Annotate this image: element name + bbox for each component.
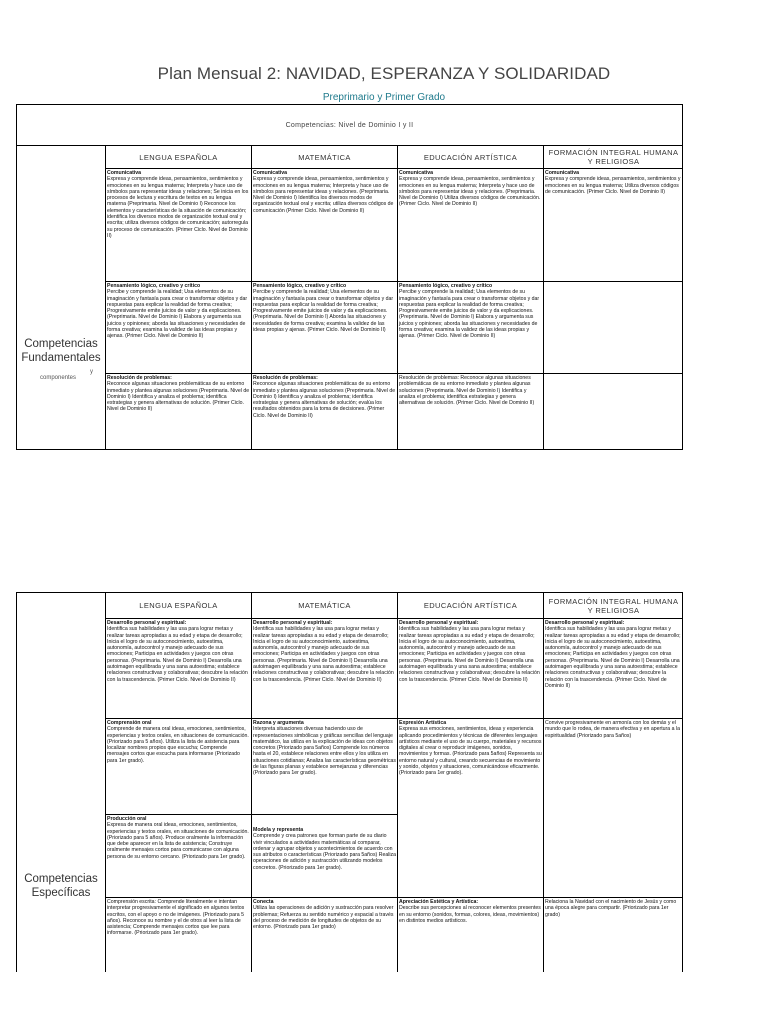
t1-r3-c2: Resolución de problemas: Reconoce algunas situaciones problemáticas de su entorno inmediato y plantea algunas soluciones (Preprimaria. Nivel de Dominio I) Identifica y analiza el problema; identifica estrategias y genera alternativas de solución; evalúa los resultados obtenidos para la toma de decisiones. (Primer Ciclo. Nivel de Dominio II): [253, 375, 396, 419]
t2-r1-c2: Desarrollo personal y espiritual: Identifica sus habilidades y las usa para lograr metas y realizar tareas apropiadas a su edad y etapa de desarrollo; Inicia el logro de su autoconocimiento, autoestima, autonomía, autocontrol y manejo adecuado de sus emociones; Participa en actividades y juegos con otras personas. (Preprimaria. Nivel de Dominio I) Desarrolla una autoimagen equilibrada y una sana autoestima; establece relaciones constructivas y colaborativas; descubre la relación con la trascendencia. (Primer Ciclo. Nivel de Dominio II): [253, 620, 394, 683]
t1-side-y: y: [90, 369, 93, 375]
t2-r3-c2: Modela y representa Comprende y crea patrones que forman parte de su diario vivir vinculados a actividades matemáticas al comparar, ordenar y agrupar objetos y acontecimientos de acuerdo con sus atributos o características (Priorizado para 5años) Realiza operaciones de adición y sustracción utilizando modelos concretos. (Priorizado para 1er grado).: [253, 827, 397, 871]
competencies-header: Competencias: Nivel de Dominio I y II: [16, 104, 683, 146]
t2-side-label: Competencias Específicas: [24, 873, 98, 899]
t2-r2-c3: Expresión Artística Expresa sus emociones, sentimientos, ideas y experiencia aplicando procedimientos y técnicas de diferentes lenguajes artísticos mediante el uso de su cuerpo, materiales y recursos digitales al crear o reproducir imágenes, sonidos, movimientos y formas. (Priorizado para 5años) Representa su entorno natural y cultural, creando secuencias de movimiento y sonido, objetos y situaciones, comunicándose eficazmente. (Priorizado para 1er grado).: [399, 720, 542, 777]
t1-r2-c4: [544, 282, 683, 373]
page-subtitle: Preprimario y Primer Grado: [322, 92, 446, 103]
t1-r3-c1: Resolución de problemas: Reconoce algunas situaciones problemáticas de su entorno inmediato y plantea algunas soluciones (Preprimaria. Nivel de Dominio I) Identifica y analiza el problema; identifica estrategias y genera alternativas de solución. (Primer Ciclo. Nivel de Dominio II): [107, 375, 250, 413]
t2-r2-c1: Comprensión oral Comprende de manera oral ideas, emociones, sentimientos, experiencias y textos orales, en situaciones de comunicación. (Priorizado para 5 años). Utiliza la lista de asistencia para localizar nombres propios que escucha; Comprende mensajes cortos que escucha para informarse (Priorizado para 1er grado).: [107, 720, 249, 764]
t1-r3-c4: [544, 374, 683, 450]
t1-r2-c1: Pensamiento lógico, creativo y crítico Percibe y comprende la realidad; Usa elementos de su imaginación y fantasía para crear o transformar objetos y dar respuestas para explicar la realidad de forma creativa; Progresivamente emite juicios de valor y da explicaciones. (Preprimaria. Nivel de Dominio I) Elabora y argumenta sus juicios y opiniones; aborda las situaciones y necesidades de forma creativa; examina la validez de las ideas propias y ajenas. (Primer Ciclo. Nivel de Dominio II): [107, 283, 248, 340]
t1-col-matematica: MATEMÁTICA: [298, 152, 351, 162]
t2-r1-c3: Desarrollo personal y espiritual: Identifica sus habilidades y las usa para lograr metas y realizar tareas apropiadas a su edad y etapa de desarrollo; Inicia el logro de su autoconocimiento, autoestima, autonomía, autocontrol y manejo adecuado de sus emociones; Participa en actividades y juegos con otras personas. (Preprimaria. Nivel de Dominio I) Desarrolla una autoimagen equilibrada y una sana autoestima; establece relaciones constructivas y colaborativas; descubre la relación con la trascendencia. (Primer Ciclo. Nivel de Dominio II): [399, 620, 540, 683]
t1-r2-c2: Pensamiento lógico, creativo y crítico Percibe y comprende la realidad; Usa elementos de su imaginación y fantasía para crear o transformar objetos y dar respuestas para explicar la realidad de forma creativa; Progresivamente emite juicios de valor y da explicaciones. (Preprimaria. Nivel de Dominio I) Aborda las situaciones y necesidades de forma creativa; examina la validez de las ideas propias y ajenas. (Primer Ciclo. Nivel de Dominio II): [253, 283, 394, 334]
t1-col-artistica: EDUCACIÓN ARTÍSTICA: [423, 152, 518, 162]
t2-col-formacion: FORMACIÓN INTEGRAL HUMANA Y RELIGIOSA: [548, 596, 679, 615]
t1-r1-c2: Comunicativa Expresa y comprende ideas, pensamientos, sentimientos y emociones en su lengua materna; Interpreta y hace uso de símbolos para representar ideas y relaciones. (Preprimaria. Nivel de Dominio I) Identifica los diversos modos de organización textual oral y escrita; utiliza diversos códigos de comunicación (Primer Ciclo. Nivel de Dominio II): [253, 170, 394, 214]
t2-r1-c4: Desarrollo personal y espiritual: Identifica sus habilidades y las usa para lograr metas y realizar tareas apropiadas a su edad y etapa de desarrollo; Inicia el logro de su autoconocimiento, autoestima, autonomía, autocontrol y manejo adecuado de sus emociones; Participa en actividades y juegos con otras personas. (Preprimaria. Nivel de Dominio I) Desarrolla una autoimagen equilibrada y una sana autoestima; establece relaciones constructivas y colaborativas; descubre la relación con la trascendencia. (Primer Ciclo. Nivel de Dominio II): [545, 620, 681, 689]
t1-col-formacion: FORMACIÓN INTEGRAL HUMANA Y RELIGIOSA: [548, 148, 679, 166]
t2-r2-c4: Convive progresivamente en armonía con los demás y el mundo que lo rodea, de manera efectiva y en apertura a la espiritualidad (Priorizado para 5años): [545, 720, 680, 739]
t1-r3-c3: Resolución de problemas: Reconoce algunas situaciones problemáticas de su entorno inmediato y plantea algunas soluciones (Preprimaria. Nivel de Dominio I) Identifica y analiza el problema; identifica estrategias y genera alternativas de solución. (Primer Ciclo. Nivel de Dominio II): [399, 375, 535, 407]
t1-r1-c1: Comunicativa Expresa y comprende ideas, pensamientos, sentimientos y emociones en su lengua materna; Interpreta y hace uso de símbolos para representar ideas y relaciones; Se inicia en los procesos de lectura y escritura de textos en su lengua materna (Preprimaria. Nivel de Dominio I) Reconoce los elementos y características de la situación de comunicación; identifica los diversos modos de organización textual oral y escrita; utiliza diversos códigos de comunicación; autorregula su proceso de comunicación. (Primer Ciclo. Nivel de Dominio II): [107, 170, 249, 239]
t2-r4-c2: Conecta Utiliza las operaciones de adición y sustracción para resolver problemas; Refuerza su sentido numérico y espacial a través del proceso de medición de longitudes de objetos de su entorno. (Priorizado para 1er grado): [253, 899, 394, 931]
t2-col-lengua: LENGUA ESPAÑOLA: [139, 601, 218, 610]
t1-r2-c3: Pensamiento lógico, creativo y crítico Percibe y comprende la realidad; Usa elementos de su imaginación y fantasía para crear o transformar objetos y dar respuestas para explicar la realidad de forma creativa; Progresivamente emite juicios de valor y da explicaciones. (Preprimaria. Nivel de Dominio I) Elabora y argumenta sus juicios y opiniones; aborda las situaciones y necesidades de forma creativa; examina la validez de las ideas propias y ajenas. (Primer Ciclo. Nivel de Dominio II): [399, 283, 540, 340]
t1-r1-c4: Comunicativa Expresa y comprende ideas, pensamientos, sentimientos y emociones en su lengua materna; Utiliza diversos códigos de comunicación. (Primer Ciclo. Nivel de Dominio II): [545, 170, 681, 195]
t2-col-artistica: EDUCACIÓN ARTÍSTICA: [423, 601, 518, 610]
t1-col-lengua: LENGUA ESPAÑOLA: [139, 152, 218, 162]
page-title: Plan Mensual 2: NAVIDAD, ESPERANZA Y SOLIDARIDAD: [157, 64, 611, 83]
t2-r4-c4: Relaciona la Navidad con el nacimiento de Jesús y como una época alegre para compartir. (Priorizado para 1er grado): [545, 899, 677, 918]
t1-side-label: Competencias Fundamentales: [21, 338, 101, 364]
t1-side-sub: componentes: [40, 375, 77, 381]
t2-r4-c1: Comprensión escrita: Comprende literalmente e intentan interpretar progresivamente el significado en algunos textos escritos, con el apoyo o no de imágenes. (Priorizado para 5 años). Reconoce su nombre y el de otros al leer la lista de asistencia; Comprende mensajes cortos que lee para informarse. (Priorizado para 1er grado).: [107, 899, 245, 937]
t2-r4-c3: Apreciación Estética y Artística: Describe sus percepciones al reconocer elementos presentes en su entorno (sonidos, formas, colores, ideas, movimientos) en distintos medios artísticos.: [399, 899, 541, 924]
t2-r3-c1: Producción oral Expresa de manera oral ideas, emociones, sentimientos, experiencias y textos orales, en situaciones de comunicación. (Priorizado para 5 años). Produce oralmente la información que debe aparecer en la lista de asistencia; Construye oralmente mensajes cortos para comunicarse con alguna persona de su entorno cercano. (Priorizado para 1er grado).: [107, 816, 249, 860]
t2-r1-c1: Desarrollo personal y espiritual: Identifica sus habilidades y las usa para lograr metas y realizar tareas apropiadas a su edad y etapa de desarrollo; Inicia el logro de su autoconocimiento, autoestima, autonomía, autocontrol y manejo adecuado de sus emociones; Participa en actividades y juegos con otras personas. (Preprimaria. Nivel de Dominio I) Desarrolla una autoimagen equilibrada y una sana autoestima; establece relaciones constructivas y colaborativas; descubre la relación con la trascendencia. (Primer Ciclo. Nivel de Dominio II): [107, 620, 248, 683]
t1-r1-c3: Comunicativa Expresa y comprende ideas, pensamientos, sentimientos y emociones en su lengua materna; Interpreta y hace uso de símbolos para representar ideas y relaciones. (Preprimaria. Nivel de Dominio I) Utiliza diversos códigos de comunicación. (Primer Ciclo. Nivel de Dominio II): [399, 170, 541, 208]
t2-col-matematica: MATEMÁTICA: [298, 601, 351, 610]
t2-r2-c2: Razona y argumenta Interpreta situaciones diversas haciendo uso de representaciones simbólicas y gráficas sencillas del lenguaje matemático, las utiliza en la explicación de ideas con objetos concretos (Priorizado para 5años) Comprende los números hasta el 20, establece relaciones entre ellos y los utiliza en situaciones cotidianas; Analiza las características geométricas de las figuras planas y establece semejanzas y diferencias (Priorizado para 1er grado).: [253, 720, 397, 777]
